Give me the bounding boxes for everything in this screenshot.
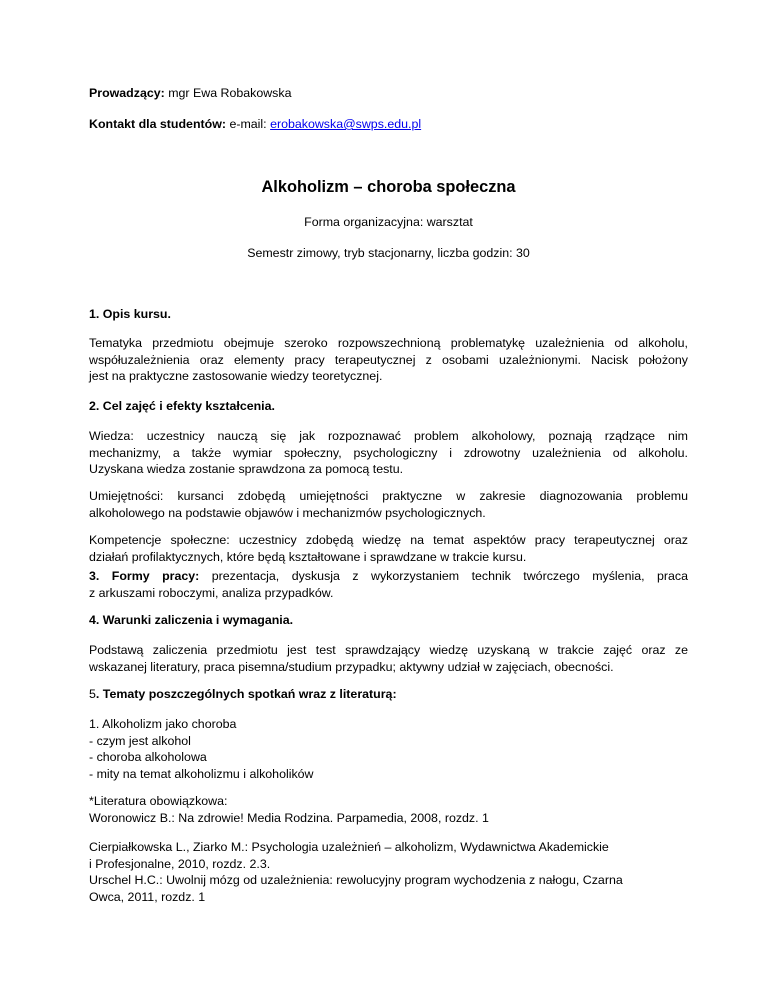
contact-email-link[interactable]: erobakowska@swps.edu.pl <box>270 117 422 131</box>
instructor-line <box>89 85 688 102</box>
section-5-heading <box>89 686 688 703</box>
instructor-name: mgr Ewa Robakowska <box>168 86 292 100</box>
text-line <box>89 568 688 585</box>
references-block <box>89 839 688 905</box>
course-title: Alkoholizm – choroba społeczna <box>261 178 516 196</box>
text-line: Wiedza: uczestnicy nauczą się jak rozpoznawać problem alkoholowy, poznają rządzące nim <box>89 429 688 443</box>
literature-label: *Literatura obowiązkowa: <box>89 794 228 808</box>
text-line: współuzależnienia oraz elementy pracy terapeutycznej z osobami uzależnionymi. Nacisk położony <box>89 352 688 367</box>
section-3-paragraph <box>89 568 688 601</box>
course-form: Forma organizacyjna: warsztat <box>304 215 473 229</box>
text-line: działań profilaktycznych, które będą kształtowane i sprawdzane w trakcie kursu. <box>89 549 527 564</box>
literature-block <box>89 793 688 826</box>
section-4-heading: 4. Warunki zaliczenia i wymagania. <box>89 613 294 627</box>
list-item: 1. Alkoholizm jako choroba <box>89 717 237 731</box>
reference-line: Urschel H.C.: Uwolnij mózg od uzależnienia: rewolucyjny program wychodzenia z nałogu, Czarna <box>89 873 623 887</box>
section-3-heading: 3. Formy pracy: <box>89 569 200 583</box>
contact-label: Kontakt dla studentów: <box>89 117 226 131</box>
umiejetnosci-paragraph <box>89 488 688 521</box>
text-line: z arkuszami roboczymi, analiza przypadków. <box>89 585 334 600</box>
text-line: Tematyka przedmiotu obejmuje szeroko rozpowszechnioną problematykę uzależnienia od alkoholu, <box>89 336 688 350</box>
text-line: mechanizmy, a także wymiar społeczny, psychologiczny i zdrowotny uzależnienia od alkoholu. <box>89 445 688 460</box>
section-1-body <box>89 335 688 385</box>
instructor-label: Prowadzący: <box>89 86 165 100</box>
list-item: - choroba alkoholowa <box>89 750 207 764</box>
text-line: Uzyskana wiedza zostanie sprawdzona za pomocą testu. <box>89 462 404 476</box>
list-item: - mity na temat alkoholizmu i alkoholików <box>89 766 314 781</box>
text-line: Podstawą zaliczenia przedmiotu jest test sprawdzający wiedzę uzyskaną w trakcie zajęć oraz ze <box>89 643 688 657</box>
topic-1 <box>89 716 688 782</box>
reference-line: Cierpiałkowska L., Ziarko M.: Psychologia uzależnień – alkoholizm, Wydawnictwa Akademickie <box>89 840 609 854</box>
reference-line: i Profesjonalne, 2010, rozdz. 2.3. <box>89 856 271 871</box>
section-5-number: 5 <box>89 687 96 701</box>
contact-prefix: e-mail: <box>229 117 267 131</box>
reference-line: Owca, 2011, rozdz. 1 <box>89 889 206 904</box>
list-item: - czym jest alkohol <box>89 733 191 748</box>
wiedza-paragraph <box>89 428 688 478</box>
literature-item: Woronowicz B.: Na zdrowie! Media Rodzina. Parpamedia, 2008, rozdz. 1 <box>89 810 489 825</box>
section-5-title: . Tematy poszczególnych spotkań wraz z literaturą: <box>95 687 397 701</box>
contact-line <box>89 116 688 133</box>
text-line: Kompetencje społeczne: uczestnicy zdobędą wiedzę na temat aspektów pracy terapeutycznej oraz <box>89 533 688 547</box>
text-line: jest na praktyczne zastosowanie wiedzy teoretycznej. <box>89 369 383 383</box>
course-semester: Semestr zimowy, tryb stacjonarny, liczba godzin: 30 <box>247 246 530 260</box>
text-line: wskazanej literatury, praca pisemna/studium przypadku; aktywny udział w zajęciach, obecności. <box>89 659 614 674</box>
text-line: Umiejętności: kursanci zdobędą umiejętności praktyczne w zakresie diagnozowania problemu <box>89 489 688 503</box>
section-1-heading: 1. Opis kursu. <box>89 307 171 321</box>
kompetencje-paragraph <box>89 532 688 565</box>
text-line: alkoholowego na podstawie objawów i mechanizmów psychologicznych. <box>89 505 486 520</box>
formy-text: prezentacja, dyskusja z wykorzystaniem technik twórczego myślenia, praca <box>211 569 688 583</box>
section-4-body <box>89 642 688 675</box>
section-2-heading: 2. Cel zajęć i efekty kształcenia. <box>89 399 275 413</box>
